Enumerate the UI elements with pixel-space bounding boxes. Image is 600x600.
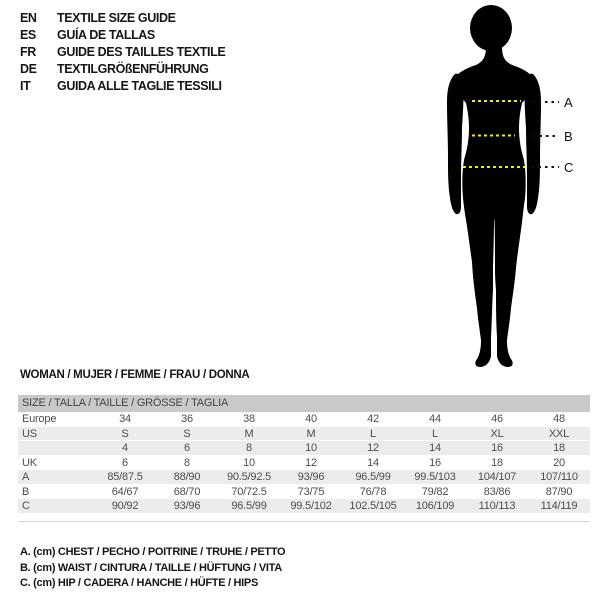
size-value: 14: [367, 456, 379, 469]
measure-value: 64/67: [111, 485, 139, 498]
size-value: 16: [429, 456, 441, 469]
measure-value: 73/75: [297, 485, 325, 498]
measure-value: 85/87.5: [107, 471, 143, 483]
size-value: 6: [122, 456, 128, 469]
table-row-europe: [18, 412, 590, 427]
table-row-waist: [18, 485, 590, 500]
measure-value: 88/90: [173, 471, 201, 483]
size-table: [18, 395, 590, 514]
measure-value: 79/82: [421, 485, 449, 498]
language-code: IT: [20, 79, 31, 93]
size-value: 12: [367, 442, 379, 454]
legend-line-c: C. (cm) HIP / CADERA / HANCHE / HÜFTE / HIPS: [20, 577, 258, 589]
measure-value: 110/113: [478, 500, 516, 512]
size-value: S: [121, 427, 129, 440]
language-title: GUÍA DE TALLAS: [57, 28, 155, 42]
size-value: 8: [184, 456, 190, 469]
measure-value: 99.5/103: [414, 471, 456, 483]
row-label: C: [22, 500, 30, 512]
head-shape: [470, 5, 512, 51]
size-value: 42: [367, 413, 379, 425]
language-row-fr: [20, 44, 225, 61]
size-value: 14: [429, 442, 441, 454]
language-code: EN: [20, 11, 37, 25]
woman-silhouette-icon: [420, 0, 600, 378]
size-value: M: [306, 427, 316, 440]
size-value: 4: [122, 442, 128, 454]
size-value: L: [370, 427, 376, 440]
row-label: UK: [22, 456, 37, 469]
language-title: TEXTILGRÖßENFÜHRUNG: [57, 62, 209, 76]
row-label: Europe: [22, 413, 57, 425]
marker-label-b: B: [564, 129, 573, 144]
language-code: FR: [20, 45, 36, 59]
marker-label-a: A: [564, 95, 573, 110]
measure-value: 76/78: [359, 485, 387, 498]
measure-value: 96.5/99: [231, 500, 267, 512]
language-title: GUIDA ALLE TAGLIE TESSILI: [57, 79, 222, 93]
size-value: XXL: [548, 427, 570, 440]
size-value: 18: [491, 456, 503, 469]
table-row-chest: [18, 470, 590, 485]
table-row-hip: [18, 499, 590, 514]
measure-value: 99.5/102: [290, 500, 332, 512]
row-label: A: [22, 471, 30, 483]
measure-value: 93/96: [297, 471, 325, 483]
measure-value: 70/72.5: [231, 485, 267, 498]
size-value: 34: [119, 413, 131, 425]
measure-value: 87/90: [545, 485, 573, 498]
legend-line-b: B. (cm) WAIST / CINTURA / TAILLE / HÜFTUNG / VITA: [20, 561, 282, 574]
size-value: 44: [429, 413, 441, 425]
measure-value: 83/86: [483, 485, 511, 498]
measure-value: 96.5/99: [355, 471, 391, 483]
table-row-us: [18, 427, 590, 442]
language-row-en: [20, 10, 225, 27]
table-header: SIZE / TALLA / TAILLE / GRÖSSE / TAGLIA: [18, 395, 590, 412]
size-value: 46: [491, 413, 503, 425]
size-value: M: [244, 427, 254, 440]
measure-value: 107/110: [540, 471, 578, 483]
legend-line-a: A. (cm) CHEST / PECHO / POITRINE / TRUHE / PETTO: [20, 546, 286, 558]
size-value: S: [183, 427, 191, 440]
size-value: 48: [553, 413, 565, 425]
size-value: 10: [305, 442, 317, 454]
language-code: ES: [20, 28, 36, 42]
body-shape: [452, 46, 536, 367]
language-row-de: [20, 61, 225, 78]
row-label: B: [22, 485, 30, 498]
language-code: DE: [20, 62, 37, 76]
size-value: XL: [490, 427, 504, 440]
measure-value: 114/119: [540, 500, 578, 512]
table-bottom-rule: [18, 521, 590, 522]
size-value: 8: [246, 442, 252, 454]
size-value: L: [432, 427, 438, 440]
measure-value: 104/107: [477, 471, 517, 483]
size-value: 12: [305, 456, 317, 469]
language-title: TEXTILE SIZE GUIDE: [57, 11, 176, 25]
size-value: 18: [553, 442, 565, 454]
measure-value: 90/92: [111, 500, 139, 512]
language-row-es: [20, 27, 225, 44]
language-title-list: [20, 10, 225, 95]
language-row-it: [20, 78, 225, 95]
table-row-uk: [18, 456, 590, 471]
marker-label-c: C: [564, 160, 574, 175]
size-value: 40: [305, 413, 317, 425]
measure-value: 90.5/92.5: [226, 471, 272, 483]
section-title: WOMAN / MUJER / FEMME / FRAU / DONNA: [20, 369, 250, 381]
row-label: [18, 441, 94, 455]
language-title: GUIDE DES TAILLES TEXTILE: [57, 45, 226, 59]
size-value: 38: [243, 413, 255, 425]
size-value: 6: [184, 442, 190, 454]
size-value: 20: [553, 456, 565, 469]
row-label: US: [22, 427, 37, 440]
size-value: 16: [491, 442, 503, 454]
measurement-legend: [20, 545, 285, 592]
table-row-us-numeric: [18, 441, 590, 456]
measure-value: 102.5/105: [349, 500, 397, 512]
size-value: 36: [181, 413, 193, 425]
size-value: 10: [243, 456, 255, 469]
measure-value: 68/70: [173, 485, 201, 498]
measure-value: 106/109: [415, 500, 455, 512]
measure-value: 93/96: [173, 500, 201, 512]
measurement-figure: [420, 0, 600, 378]
